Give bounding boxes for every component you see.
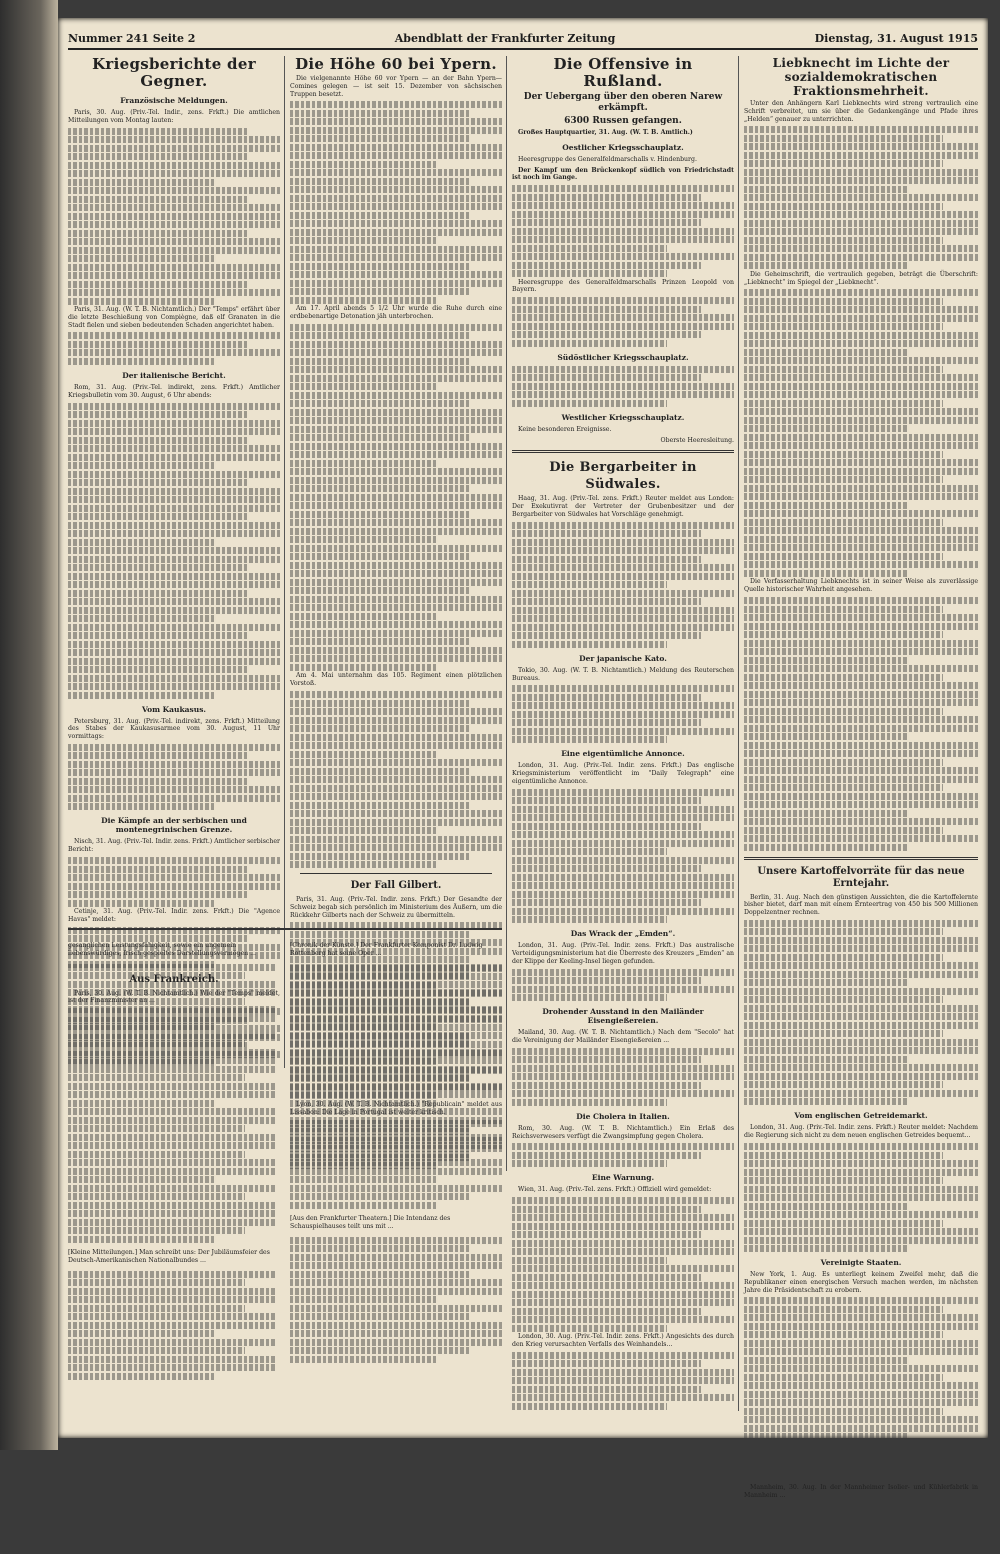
article-paragraph: [Kleine Mitteilungen.] Man schreibt uns: Der Jubiläumsfeier des Deutsch-Amerikanischen Nationalbundes ... [68,1249,270,1264]
article-paragraph: New York, 1. Aug. Es unterliegt keinem Zweifel mehr, daß die Republikaner einen energischen Versuch machen werden, im nächsten Jahre die Präsidentschaft zu erobern. [744,1271,978,1294]
issue-number: Nummer 241 Seite 2 [68,32,196,45]
article-paragraph: Paris, 31. Aug. (Priv.-Tel. Indir. zens. Frkft.) Der Gesandte der Schweiz begab sich persönlich im Ministerium des Äußern, um die Rückkehr Gilberts nach der Schweiz zu übermitteln. [290,896,502,919]
section-france: Aus Frankreich. [129,973,219,985]
article-paragraph: London, 31. Aug. (Priv.-Tel. Indir. zens. Frkft.) Das englische Kriegsministerium veröffentlicht im "Daily Telegraph" eine eigentümliche Annonce. [512,762,734,785]
signature-ohl: Oberste Heeresleitung. [660,436,734,444]
article-paragraph: Petersburg, 31. Aug. (Priv.-Tel. indirekt, zens. Frkft.) Mitteilung des Stabes der Kaukasusarmee vom 30. August, 11 Uhr vormittags: [68,717,280,741]
section-kato: Der japanische Kato. [579,653,667,663]
article-paragraph: Wien, 31. Aug. (Priv.-Tel. zens. Frkft.) Offiziell wird gemeldet: [518,1186,712,1194]
article-paragraph: Paris, 30. Aug. (Priv.-Tel. Indir., zens. Frkft.) Die amtlichen Mitteilungen vom Montag lauten: [68,109,280,124]
column-4 [744,56,978,1554]
article-paragraph: Rom, 31. Aug. (Priv.-Tel. indirekt, zens. Frkft.) Amtlicher Kriegsbulletin vom 30. August, 6 Uhr abends: [68,383,280,399]
headline-kriegsberichte: Kriegsberichte der Gegner. [92,55,256,90]
article-paragraph: Rom, 30. Aug. (W. T. B. Nichtamtlich.) Ein Erlaß des Reichsverwesers verfügt die Zwangsimpfung gegen Cholera. [512,1124,734,1140]
section-mailand: Drohender Ausstand in den Mailänder Eisengießereien. [542,1007,704,1026]
section-oestlich: Oestlicher Kriegsschauplatz. [562,142,684,152]
article-paragraph: Nisch, 31. Aug. (Priv.-Tel. Indir. zens. Frkft.) Amtlicher serbischer Bericht: [68,838,280,854]
article-paragraph: Mailand, 30. Aug. (W. T. B. Nichtamtlich.) Nach dem "Secolo" hat die Vereinigung der Mailänder Eisengießereien ... [512,1029,734,1044]
article-paragraph: London, 31. Aug. (Priv.-Tel. Indir. zens. Frkft.) Reuter meldet: Nachdem die Regierung sich nicht zu dem neuen englischen Getreides bequemt... [744,1124,978,1140]
article-paragraph: Unter den Anhängern Karl Liebknechts wird streng vertraulich eine Schrift verbreitet, um sie über die Gedankengänge und Pfade ihres „Helden“ genauer zu unterrichten. [744,100,978,123]
section-getreide: Vom englischen Getreidemarkt. [794,1111,928,1121]
article-paragraph: London, 30. Aug. (Priv.-Tel. Indir. zens. Frkft.) Angesichts des durch den Krieg verursachten Verfalls des Weinhandels... [512,1333,734,1348]
article-paragraph: London, 31. Aug. (Priv.-Tel. Indir. zens. Frkft.) Das australische Verteidigungsministerium hat die Überreste des Kreuzers „Emden“ an der Klippe der Keeling-Insel liegen gefunden. [512,942,734,965]
article-paragraph: gesanglichen Leistungsfähigkeit, sowie ein ungemein liebenswürdiges, frisch gespieltes Darstellungsvermögen ... [68,942,256,957]
article-paragraph: Tokio, 30. Aug. (W. T. B. Nichtamtlich.) Meldung des Reuterschen Bureaus. [512,666,734,682]
headline-kartoffel: Unsere Kartoffelvorräte für das neue Erntejahr. [757,865,965,889]
section-french: Französische Meldungen. [120,96,228,105]
newspaper-page [58,18,988,1500]
section-annonce: Eine eigentümliche Annonce. [561,749,685,759]
masthead [68,26,978,50]
article-paragraph: Paris, 30. Aug. (W. T. B. Nichtamtlich.) Wie der "Temps" meldet, ist der Finanzminister an ... [68,989,280,1005]
section-suedoestlich: Südöstlicher Kriegsschauplatz. [557,352,689,362]
issue-date: Dienstag, 31. August 1915 [814,32,978,45]
article-paragraph: Die Geheimschrift, die vertraulich gegeben, beträgt die Überschrift: „Liebknecht“ im Spiegel der „Liebknecht“. [744,270,978,286]
scan-margin [0,0,58,1450]
section-italian: Der italienische Bericht. [122,370,226,380]
newspaper-title: Abendblatt der Frankfurter Zeitung [394,32,616,45]
section-cholera: Die Cholera in Italien. [576,1111,670,1121]
section-emden: Das Wrack der „Emden“. [570,929,676,939]
subheadline-gefangen: 6300 Russen gefangen. [564,116,682,126]
article-paragraph: Am 4. Mai unternahm das 105. Regiment einen plötzlichen Vorstoß. [290,672,502,688]
article-paragraph: Heeresgruppe des Generalfeldmarschalls Prinzen Leopold von Bayern. [512,278,734,294]
headline-bergarbeiter: Die Bergarbeiter in Südwales. [549,460,697,493]
column-1 [68,56,280,1068]
article-paragraph: Die Verfasserhaltung Liebknechts ist in seiner Weise als zuverlässige Quelle historischer Wahrheit angesehen. [744,578,978,594]
article-paragraph: Lyon, 30. Aug. (W. T. B. Nichtamtlich.) "Republicain" meldet aus Lissabon: Die Lage in Portugal ist weiter kritisch. [290,1100,502,1116]
article-paragraph: Am 17. April abends 5 1/2 Uhr wurde die Ruhe durch eine erdbebenartige Detonation jäh unterbrochen. [290,305,502,321]
article-paragraph: Großes Hauptquartier, 31. Aug. (W. T. B. Amtlich.) [518,129,693,136]
headline-offensive: Die Offensive in Rußland. [553,55,693,90]
section-westlich: Westlicher Kriegsschauplatz. [561,412,685,422]
article-paragraph: Die vielgenannte Höhe 60 vor Ypern — an der Bahn Ypern—Comines gelegen — ist seit 15. Dezember von sächsischen Truppen besetzt. [290,75,502,98]
feuilleton-left [68,936,276,1381]
section-caucasus: Vom Kaukasus. [141,704,207,714]
section-warnung: Eine Warnung. [591,1173,655,1183]
article-paragraph: Berlin, 31. Aug. Nach den günstigen Aussichten, die die Kartoffelernte bisher bietet, darf man mit einem Ernteertrag von 450 bis 500 Millionen Doppelzentner rechnen. [744,893,978,917]
article-paragraph: Paris, 31. Aug. (W. T. B. Nichtamtlich.) Der "Temps" erfährt über die letzte Beschießung von Compiègne, daß elf Granaten in die Stadt fielen und sieben bedeutenden Schaden angerichtet haben. [68,306,280,329]
article-paragraph: Keine besonderen Ereignisse. [518,425,612,433]
headline-hoehe-60: Die Höhe 60 bei Ypern. [295,55,497,73]
article-paragraph: Mannheim, 30. Aug. In der Mannheimer Isolier- und Kühlerfabrik in Mannheim ... [744,1484,978,1500]
column-3 [512,56,734,1411]
section-usa: Vereinigte Staaten. [820,1258,902,1268]
article-paragraph: Der Kampf um den Brückenkopf südlich von Friedrichstadt ist noch im Gange. [512,166,734,182]
article-paragraph: Haag, 31. Aug. (Priv.-Tel. zens. Frkft.) Reuter meldet aus London: Der Exekutivrat der Vertreter der Grubenbesitzer und der Bergarbeiter von Südwales hat Vorschläge genehmigt. [512,495,734,518]
article-paragraph: [Aus den Frankfurter Theatern.] Die Intendanz des Schauspielhauses teilt uns mit ... [290,1215,451,1230]
feuilleton-middle [290,936,502,1364]
article-paragraph: Cetinje, 31. Aug. (Priv.-Tel. Indir. zens. Frkft.) Die "Agence Havas" meldet: [68,908,280,923]
headline-liebknecht: Liebknecht im Lichte der sozialdemokratischen Fraktionsmehrheit. [772,56,950,98]
feuilleton-rule [68,928,502,930]
article-paragraph: Heeresgruppe des Generalfeldmarschalls v. Hindenburg. [518,155,697,163]
subheadline-narew: Der Uebergang über den oberen Narew erkämpft. [523,92,723,113]
section-gilbert: Der Fall Gilbert. [350,880,442,892]
article-paragraph: [Chronik der Künste.] Der Frankfurter Komponist Dr. Ludwig Rottenberg hat seine Oper ... [290,942,483,957]
section-serbia: Die Kämpfe an der serbischen und montenegrinischen Grenze. [101,816,247,835]
